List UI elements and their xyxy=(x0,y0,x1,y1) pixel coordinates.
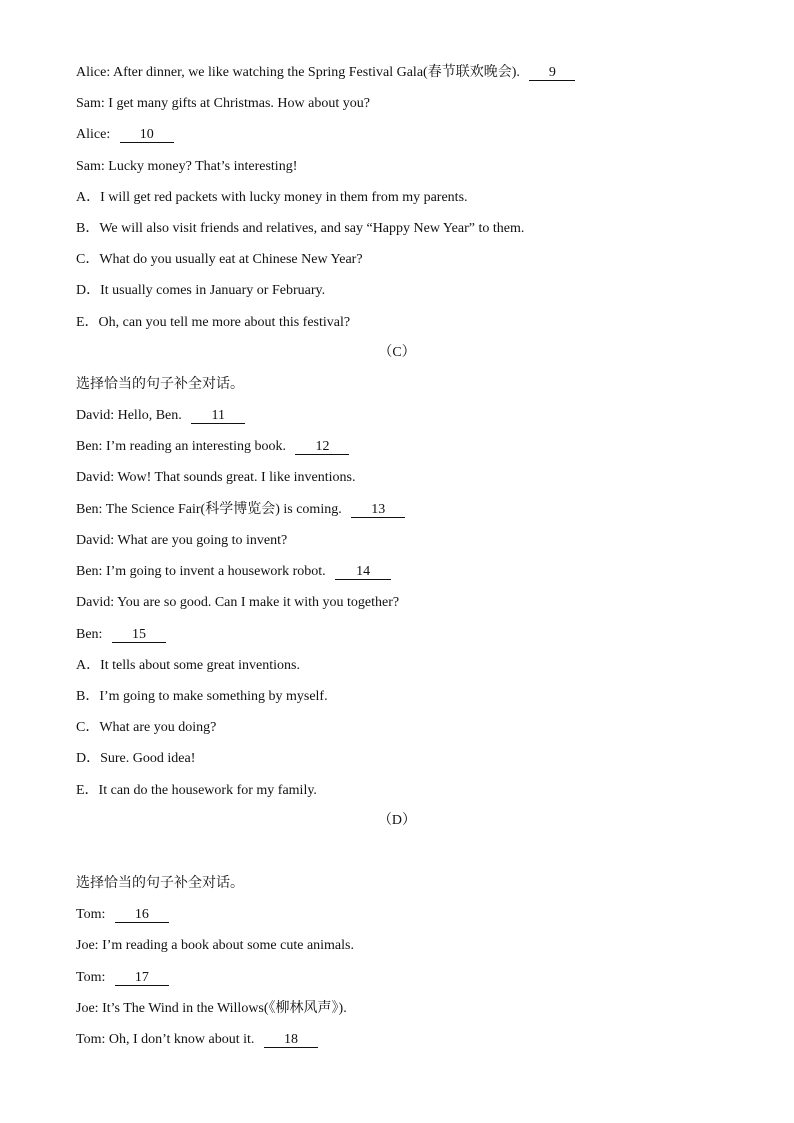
speaker: Ben: xyxy=(76,439,103,454)
speaker: Joe: xyxy=(76,1001,99,1016)
utterance: It’s The Wind in the Willows(《柳林风声》). xyxy=(102,1001,347,1016)
dialogue-line xyxy=(76,1000,347,1018)
dialogue-line xyxy=(76,158,297,176)
section-instruction: 选择恰当的句子补全对话。 xyxy=(76,875,244,891)
option-b: B．We will also visit friends and relatives, and say “Happy New Year” to them. xyxy=(76,221,525,236)
utterance: Hello, Ben. xyxy=(117,408,182,423)
speaker: David: xyxy=(76,408,115,423)
utterance: The Science Fair(科学博览会) is coming. xyxy=(105,502,342,517)
answer-blank: 14 xyxy=(335,564,391,580)
dialogue-line xyxy=(76,532,287,550)
dialogue-line xyxy=(76,469,356,487)
speaker: Sam: xyxy=(76,96,105,111)
dialogue-line xyxy=(76,906,169,924)
speaker: David: xyxy=(76,470,115,485)
option-c: C．What do you usually eat at Chinese New Year? xyxy=(76,252,363,267)
speaker: Joe: xyxy=(76,938,99,953)
utterance: What are you going to invent? xyxy=(117,533,288,548)
answer-blank: 10 xyxy=(120,127,174,143)
dialogue-line xyxy=(76,937,354,955)
speaker: Tom: xyxy=(76,970,106,985)
option-b: B．I’m going to make something by myself. xyxy=(76,689,328,704)
utterance: I get many gifts at Christmas. How about you? xyxy=(108,96,370,111)
option-d: D．Sure. Good idea! xyxy=(76,751,196,766)
answer-blank: 15 xyxy=(112,627,166,643)
dialogue-line xyxy=(76,594,399,612)
answer-blank: 12 xyxy=(295,439,349,455)
speaker: Ben: xyxy=(76,502,103,517)
section-instruction: 选择恰当的句子补全对话。 xyxy=(76,376,244,392)
speaker: Alice: xyxy=(76,65,111,80)
section-heading-c: （C） xyxy=(378,345,416,360)
utterance: I’m reading an interesting book. xyxy=(105,439,286,454)
speaker: Tom: xyxy=(76,907,106,922)
option-a: A．I will get red packets with lucky money in them from my parents. xyxy=(76,190,468,205)
dialogue-line xyxy=(76,407,245,425)
section-heading-d: （D） xyxy=(377,813,417,828)
utterance: Wow! That sounds great. I like inventions. xyxy=(117,470,356,485)
speaker: Ben: xyxy=(76,627,103,642)
utterance: After dinner, we like watching the Spring Festival Gala(春节联欢晚会). xyxy=(112,65,520,80)
dialogue-line xyxy=(76,438,349,456)
dialogue-line xyxy=(76,64,575,82)
answer-blank: 17 xyxy=(115,970,169,986)
answer-blank: 18 xyxy=(264,1032,318,1048)
option-a: A．It tells about some great inventions. xyxy=(76,658,300,673)
speaker: Alice: xyxy=(76,127,111,142)
option-c: C．What are you doing? xyxy=(76,720,217,735)
option-e: E．It can do the housework for my family. xyxy=(76,783,317,798)
dialogue-line xyxy=(76,626,166,644)
speaker: David: xyxy=(76,533,115,548)
dialogue-line xyxy=(76,1031,318,1049)
answer-blank: 11 xyxy=(191,408,245,424)
utterance: You are so good. Can I make it with you together? xyxy=(117,595,400,610)
dialogue-line xyxy=(76,95,370,113)
utterance: I’m reading a book about some cute animals. xyxy=(102,938,354,953)
utterance: Oh, I don’t know about it. xyxy=(108,1032,255,1047)
answer-blank: 9 xyxy=(529,65,575,81)
dialogue-line xyxy=(76,563,391,581)
answer-blank: 16 xyxy=(115,907,169,923)
dialogue-line xyxy=(76,126,174,144)
speaker: Ben: xyxy=(76,564,103,579)
option-d: D．It usually comes in January or February. xyxy=(76,283,326,298)
answer-blank: 13 xyxy=(351,502,405,518)
speaker: David: xyxy=(76,595,115,610)
speaker: Tom: xyxy=(76,1032,106,1047)
speaker: Sam: xyxy=(76,159,105,174)
dialogue-line xyxy=(76,969,169,987)
utterance: Lucky money? That’s interesting! xyxy=(108,159,298,174)
option-e: E．Oh, can you tell me more about this festival? xyxy=(76,315,351,330)
dialogue-line xyxy=(76,501,405,519)
utterance: I’m going to invent a housework robot. xyxy=(105,564,326,579)
